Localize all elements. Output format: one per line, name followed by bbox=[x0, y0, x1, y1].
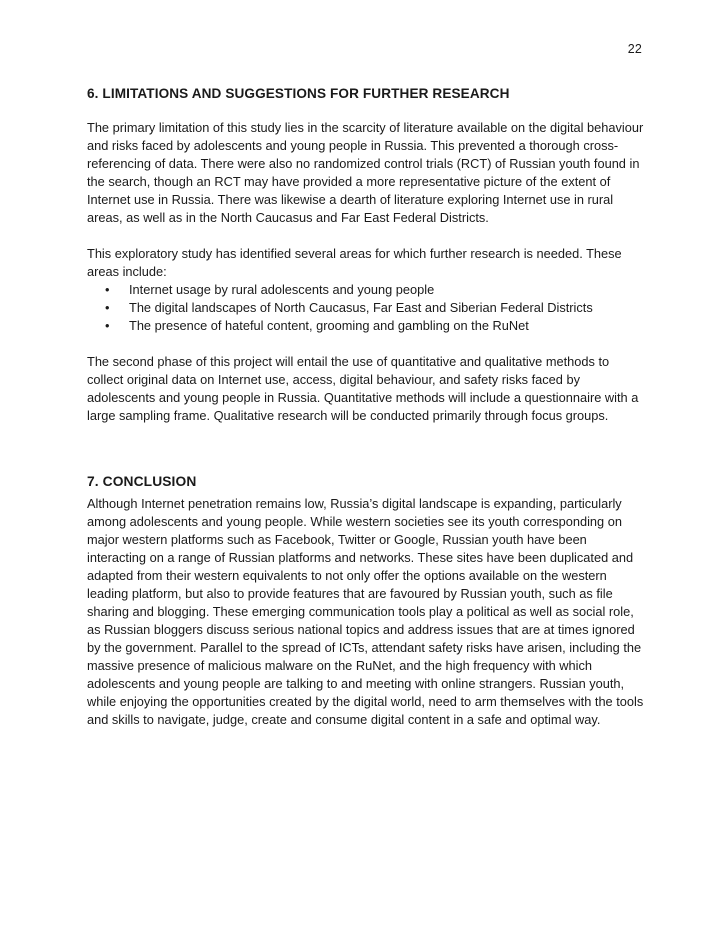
list-item bbox=[87, 281, 647, 299]
bullet-icon: • bbox=[105, 282, 110, 297]
list-item-text: The digital landscapes of North Caucasus, Far East and Siberian Federal Districts bbox=[129, 300, 593, 315]
bullet-icon: • bbox=[105, 300, 110, 315]
paragraph-further-research-intro: This exploratory study has identified several areas for which further research is needed. These areas include: bbox=[87, 246, 622, 279]
paragraph-second-phase: The second phase of this project will entail the use of quantitative and qualitative methods to collect original data on Internet use, access, digital behaviour, and safety risks faced by adolescents and young people in Russia. Quantitative methods will include a questionnaire with a large sampling frame. Qualitative research will be conducted primarily through focus groups. bbox=[87, 354, 639, 423]
page-body bbox=[87, 85, 647, 747]
section-heading-limitations: 6. LIMITATIONS AND SUGGESTIONS FOR FURTHER RESEARCH bbox=[87, 86, 510, 101]
list-item-text: The presence of hateful content, grooming and gambling on the RuNet bbox=[129, 318, 529, 333]
bullet-icon: • bbox=[105, 318, 110, 333]
paragraph-conclusion: Although Internet penetration remains low, Russia’s digital landscape is expanding, particularly among adolescents and young people. While western societies see its youth corresponding on major western platforms such as Facebook, Twitter or Google, Russian youth have been interacting on a range of Russian platforms and networks. These sites have been duplicated and adapted from their western equivalents to not only offer the options available on the western leading platform, but also to provide features that are favoured by Russian youth, such as file sharing and blogging. These emerging communication tools play a political as well as social role, as Russian bloggers discuss serious national topics and address issues that are at times ignored by the government. Parallel to the spread of ICTs, attendant safety risks have arisen, including the massive presence of malicious malware on the RuNet, and the high frequency with which adolescents and young people are talking to and meeting with online strangers. Russian youth, while enjoying the opportunities created by the digital world, need to arm themselves with the tools and skills to navigate, judge, create and consume digital content in a safe and optimal way. bbox=[87, 496, 644, 727]
list-item bbox=[87, 317, 647, 335]
section-heading-conclusion: 7. CONCLUSION bbox=[87, 474, 197, 489]
paragraph-limitations: The primary limitation of this study lies in the scarcity of literature available on the digital behaviour and risks faced by adolescents and young people in Russia. This prevented a thorough cross-referencing of data. There were also no randomized control trials (RCT) of Russian youth found in the search, though an RCT may have provided a more representative picture of the extent of Internet use in Russia. There was likewise a dearth of literature exploring Internet use in rural areas, as well as in the North Caucasus and Far East Federal Districts. bbox=[87, 120, 644, 225]
list-item-text: Internet usage by rural adolescents and young people bbox=[129, 282, 435, 297]
page-number: 22 bbox=[627, 42, 642, 56]
list-item bbox=[87, 299, 647, 317]
further-research-list bbox=[87, 281, 647, 335]
